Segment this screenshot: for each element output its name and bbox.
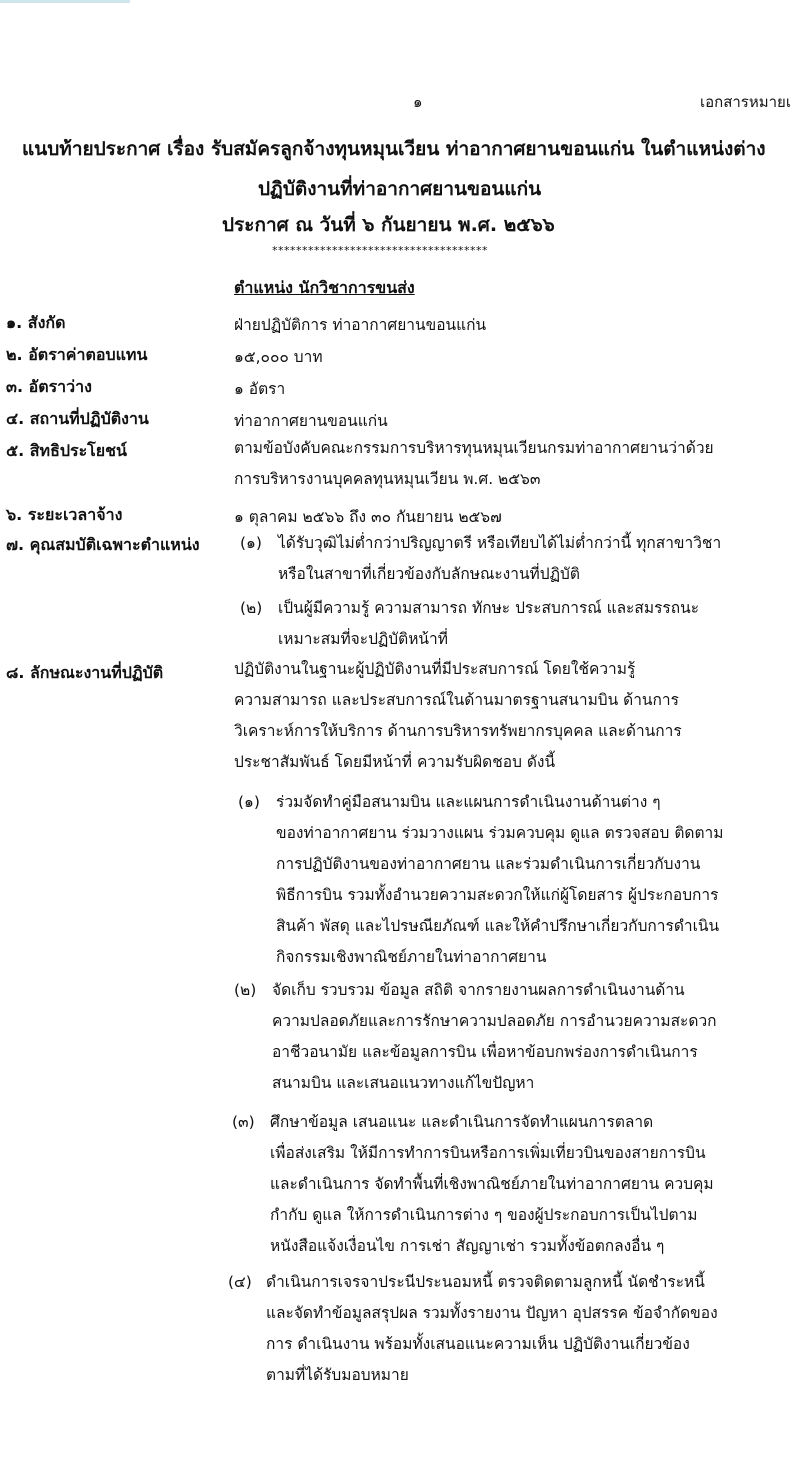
item-line: การปฏิบัติงานของท่าอากาศยาน และร่วมดำเนินการเกี่ยวกับงาน [276,855,701,873]
benefits-line: ตามข้อบังคับคณะกรรมการบริหารทุนหมุนเวียนกรมท่าอากาศยานว่าด้วย [234,439,714,457]
title-line-3: ประกาศ ณ วันที่ ๖ กันยายน พ.ศ. ๒๕๖๖ [222,214,555,236]
field-label-affiliation: ๑. สังกัด [6,313,66,332]
item-number: (๒) [234,981,257,999]
field-label-duties: ๘. ลักษณะงานที่ปฏิบัติ [6,663,164,682]
page-number: ๑ [413,93,423,111]
field-value-salary: ๑๕,๐๐๐ บาท [234,348,323,366]
item-line: ได้รับวุฒิไม่ต่ำกว่าปริญญาตรี หรือเทียบได้ไม่ต่ำกว่านี้ ทุกสาขาวิชา [278,534,722,552]
field-label-workplace: ๔. สถานที่ปฏิบัติงาน [6,409,149,428]
item-line: จัดเก็บ รวบรวม ข้อมูล สถิติ จากรายงานผลการดำเนินงานด้าน [272,981,685,999]
item-line: หนังสือแจ้งเงื่อนไข การเช่า สัญญาเช่า รวมทั้งข้อตกลงอื่น ๆ [270,1237,665,1255]
item-line: เหมาะสมที่จะปฏิบัติหน้าที่ [278,630,448,648]
field-value-benefits [234,433,714,495]
intro-line: ความสามารถ และประสบการณ์ในด้านมาตรฐานสนามบิน ด้านการ [234,691,679,709]
item-line: เป็นผู้มีความรู้ ความสามารถ ทักษะ ประสบการณ์ และสมรรถนะ [278,599,700,617]
item-line: และดำเนินการ จัดทำพื้นที่เชิงพาณิชย์ภายในท่าอากาศยาน ควบคุม [270,1175,714,1193]
item-number: (๔) [228,1273,252,1291]
duty-item [232,1107,714,1262]
field-label-benefits: ๕. สิทธิประโยชน์ [6,441,127,460]
field-value-vacancy: ๑ อัตรา [234,380,286,398]
qualification-item [240,528,721,590]
intro-line: ประชาสัมพันธ์ โดยมีหน้าที่ ความรับผิดชอบ ดังนี้ [234,753,556,771]
duties-intro [234,654,682,778]
item-line: ร่วมจัดทำคู่มือสนามบิน และแผนการดำเนินงานด้านต่าง ๆ [276,793,661,811]
item-line: เพื่อส่งเสริม ให้มีการทำการบินหรือการเพิ่มเที่ยวบินของสายการบิน [270,1144,706,1162]
item-line: ดำเนินการเจรจาประนีประนอมหนี้ ตรวจติดตามลูกหนี้ นัดชำระหนี้ [266,1273,705,1291]
item-number: (๑) [240,534,262,552]
item-number: (๒) [240,599,263,617]
qualification-item [240,593,699,655]
item-line: กิจกรรมเชิงพาณิชย์ภายในท่าอากาศยาน [276,948,547,966]
duty-item [234,975,717,1099]
item-number: (๓) [232,1113,255,1131]
item-line: ความปลอดภัยและการรักษาความปลอดภัย การอำนวยความสะดวก [272,1012,717,1030]
title-line-1: แนบท้ายประกาศ เรื่อง รับสมัครลูกจ้างทุนหมุนเวียน ท่าอากาศยานขอนแก่น ในตำแหน่งต่าง [22,138,766,160]
item-line: อาชีวอนามัย และข้อมูลการบิน เพื่อหาข้อบกพร่องการดำเนินการ [272,1043,698,1061]
separator-line: ************************************ [272,244,488,257]
attachment-label: เอกสารหมายเ [700,93,791,111]
benefits-line: การบริหารงานบุคคลทุนหมุนเวียน พ.ศ. ๒๕๖๓ [234,470,541,488]
field-value-affiliation: ฝ่ายปฏิบัติการ ท่าอากาศยานขอนแก่น [234,316,487,334]
title-line-2: ปฏิบัติงานที่ท่าอากาศยานขอนแก่น [258,178,542,200]
item-line: และจัดทำข้อมูลสรุปผล รวมทั้งรายงาน ปัญหา อุปสรรค ข้อจำกัดของ [266,1304,718,1322]
item-line: ศึกษาข้อมูล เสนอแนะ และดำเนินการจัดทำแผนการตลาด [270,1113,654,1131]
intro-line: วิเคราะห์การให้บริการ ด้านการบริหารทรัพยากรบุคคล และด้านการ [234,722,682,740]
item-number: (๑) [238,793,260,811]
item-line: ตามที่ได้รับมอบหมาย [266,1366,409,1384]
field-label-salary: ๒. อัตราค่าตอบแทน [6,345,148,364]
item-line: กำกับ ดูแล ให้การดำเนินการต่าง ๆ ของผู้ประกอบการเป็นไปตาม [270,1206,698,1224]
item-line: การ ดำเนินงาน พร้อมทั้งเสนอแนะความเห็น ปฏิบัติงานเกี่ยวข้อง [266,1335,690,1353]
item-line: สินค้า พัสดุ และไปรษณียภัณฑ์ และให้คำปรึกษาเกี่ยวกับการดำเนิน [276,917,720,935]
item-line: สนามบิน และเสนอแนวทางแก้ไขปัญหา [272,1074,535,1092]
duty-item [238,787,723,973]
field-label-period: ๖. ระยะเวลาจ้าง [6,505,123,524]
field-label-vacancy: ๓. อัตราว่าง [6,377,92,396]
field-value-workplace: ท่าอากาศยานขอนแก่น [234,412,388,430]
item-line: พิธีการบิน รวมทั้งอำนวยความสะดวกให้แก่ผู้โดยสาร ผู้ประกอบการ [276,886,719,904]
scan-edge-mark [0,0,130,3]
item-line: ของท่าอากาศยาน ร่วมวางแผน ร่วมควบคุม ดูแล ตรวจสอบ ติดตาม [276,824,724,842]
position-title: ตำแหน่ง นักวิชาการขนส่ง [234,278,415,297]
intro-line: ปฏิบัติงานในฐานะผู้ปฏิบัติงานที่มีประสบการณ์ โดยใช้ความรู้ [234,660,636,678]
item-line: หรือในสาขาที่เกี่ยวข้องกับลักษณะงานที่ปฏิบัติ [278,565,580,583]
field-label-qualifications: ๗. คุณสมบัติเฉพาะตำแหน่ง [6,535,200,554]
duty-item [228,1267,718,1391]
field-value-period: ๑ ตุลาคม ๒๕๖๖ ถึง ๓๐ กันยายน ๒๕๖๗ [234,508,502,526]
